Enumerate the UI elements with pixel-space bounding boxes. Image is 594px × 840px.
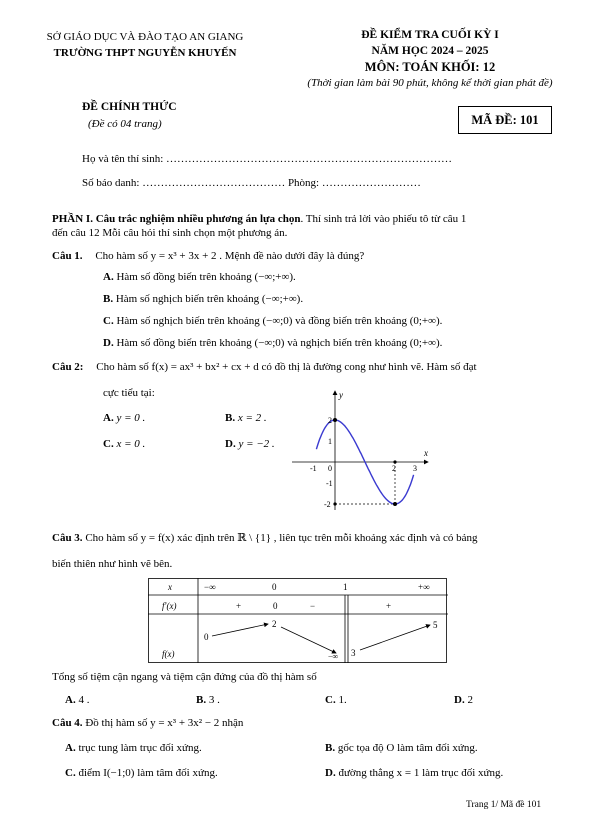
q1-option-b: B. Hàm số nghịch biến trên khoảng (−∞;+∞). [103, 293, 304, 305]
q2-stem-2: cực tiểu tại: [103, 387, 155, 399]
q4-stem-line [52, 716, 243, 730]
tick-y-minus2: -2 [324, 500, 331, 509]
tick-y-2: 2 [328, 416, 332, 425]
vt-f-3: 3 [351, 648, 356, 658]
vt-arrow-up-2 [360, 625, 430, 650]
vt-fp-0: + [236, 601, 242, 611]
vt-x-2: 1 [343, 582, 348, 592]
q4-stem: Đồ thị hàm số y = x³ + 3x² − 2 nhận [85, 717, 244, 729]
vt-x-label: x [168, 582, 172, 592]
tick-x-3: 3 [413, 464, 417, 473]
tick-x-2: 2 [392, 464, 396, 473]
exam-title: ĐỀ KIỂM TRA CUỐI KỲ I [361, 29, 499, 41]
vt-fp-2: − [310, 601, 316, 611]
tick-x-minus1: -1 [310, 464, 317, 473]
q1-option-a: A. Hàm số đồng biến trên khoảng (−∞;+∞). [103, 271, 296, 283]
vt-f-label: f(x) [162, 649, 175, 659]
vt-f-5: 5 [433, 620, 438, 630]
point-y-minus2 [333, 502, 336, 505]
vt-f-2: 2 [272, 619, 277, 629]
x-axis-label: x [424, 448, 428, 458]
student-id-line: Số báo danh: ………………………………… Phòng: ……………………… [82, 177, 421, 189]
q4-option-c: C. điểm I(−1;0) làm tâm đối xứng. [65, 767, 218, 779]
q2-option-b: B. x = 2 . [225, 412, 267, 424]
q3-option-b: B. 3 . [196, 694, 220, 706]
q4-option-a: A. trục tung làm trục đối xứng. [65, 742, 202, 754]
q1-option-d: D. Hàm số đồng biến trên khoảng (−∞;0) và nghịch biến trên khoảng (0;+∞). [103, 337, 443, 349]
vt-x-0: −∞ [204, 582, 216, 592]
q3-stem-line [52, 531, 478, 545]
q3-label: Câu 3. [52, 532, 83, 544]
vt-f-0: 0 [204, 632, 209, 642]
student-name-line: Họ và tên thí sinh: …………………………………………………………………… [82, 153, 453, 165]
part1-intro: . Thí sinh trả lời vào phiếu tô từ câu 1 [300, 213, 467, 225]
header-left [10, 29, 280, 61]
vt-arrow-down [281, 627, 336, 653]
pages-note: (Đề có 04 trang) [88, 118, 162, 130]
q3-option-c: C. 1. [325, 694, 347, 706]
vt-fp-1: 0 [273, 601, 278, 611]
q4-option-b: B. gốc tọa độ O làm tâm đối xứng. [325, 742, 478, 754]
q1-stem-line [52, 249, 364, 263]
vt-fp-label: f′(x) [162, 601, 177, 611]
origin-label: 0 [328, 464, 332, 473]
q1-stem: Cho hàm số y = x³ + 3x + 2 . Mệnh đề nào dưới đây là đúng? [95, 250, 365, 262]
time-note: (Thời gian làm bài 90 phút, không kể thời gian phát đề) [307, 77, 553, 89]
department-name: SỞ GIÁO DỤC VÀ ĐÀO TẠO AN GIANG [46, 31, 244, 43]
q1-label: Câu 1. [52, 250, 83, 262]
vt-fp-3: + [386, 601, 392, 611]
q4-option-d: D. đường thẳng x = 1 làm trục đối xứng. [325, 767, 504, 779]
school-name: TRƯỜNG THPT NGUYỄN KHUYẾN [53, 47, 237, 59]
tick-y-1: 1 [328, 437, 332, 446]
school-year: NĂM HỌC 2024 – 2025 [371, 45, 489, 57]
q3-question: Tổng số tiệm cận ngang và tiệm cận đứng của đồ thị hàm số [52, 671, 317, 683]
q1-option-c: C. Hàm số nghịch biến trên khoảng (−∞;0) và đồng biến trên khoảng (0;+∞). [103, 315, 443, 327]
q3-option-d: D. 2 [454, 694, 473, 706]
q2-option-d: D. y = −2 . [225, 438, 275, 450]
q3-stem: Cho hàm số y = f(x) xác định trên ℝ \ {1} , liên tục trên mỗi khoảng xác định và có bảng [85, 532, 478, 544]
part1-title: PHẦN I. Câu trắc nghiệm nhiều phương án lựa chọn [52, 213, 301, 225]
subject-title: MÔN: TOÁN KHỐI: 12 [364, 60, 496, 74]
vt-x-1: 0 [272, 582, 277, 592]
q2-option-c: C. x = 0 . [103, 438, 146, 450]
exam-code-box: MÃ ĐỀ: 101 [458, 106, 552, 134]
point-2-minus2 [393, 502, 397, 506]
q2-stem-line [52, 360, 477, 374]
y-axis-label: y [339, 390, 343, 400]
q2-stem: Cho hàm số f(x) = ax³ + bx² + cx + d có đồ thị là đường cong như hình vẽ. Hàm số đạt [96, 361, 477, 373]
page-footer: Trang 1/ Mã đề 101 [466, 800, 542, 810]
q4-label: Câu 4. [52, 717, 83, 729]
q2-label: Câu 2: [52, 361, 84, 373]
header-right [270, 27, 590, 91]
point-0-2 [333, 418, 337, 422]
q2-option-a: A. y = 0 . [103, 412, 146, 424]
q3-option-a: A. 4 . [65, 694, 90, 706]
q2-graph [290, 388, 440, 514]
vt-f-minus-inf: −∞ [328, 652, 339, 661]
part1-intro-2: đến câu 12 Mỗi câu hỏi thí sinh chọn một phương án. [52, 227, 288, 239]
official-label: ĐỀ CHÍNH THỨC [82, 101, 177, 113]
q3-stem-2: biến thiên như hình vẽ bên. [52, 558, 173, 570]
variation-table [148, 578, 448, 664]
vt-x-3: +∞ [418, 582, 430, 592]
tick-y-minus1: -1 [326, 479, 333, 488]
part1-heading [52, 212, 466, 226]
vt-arrow-up-1 [212, 624, 268, 636]
